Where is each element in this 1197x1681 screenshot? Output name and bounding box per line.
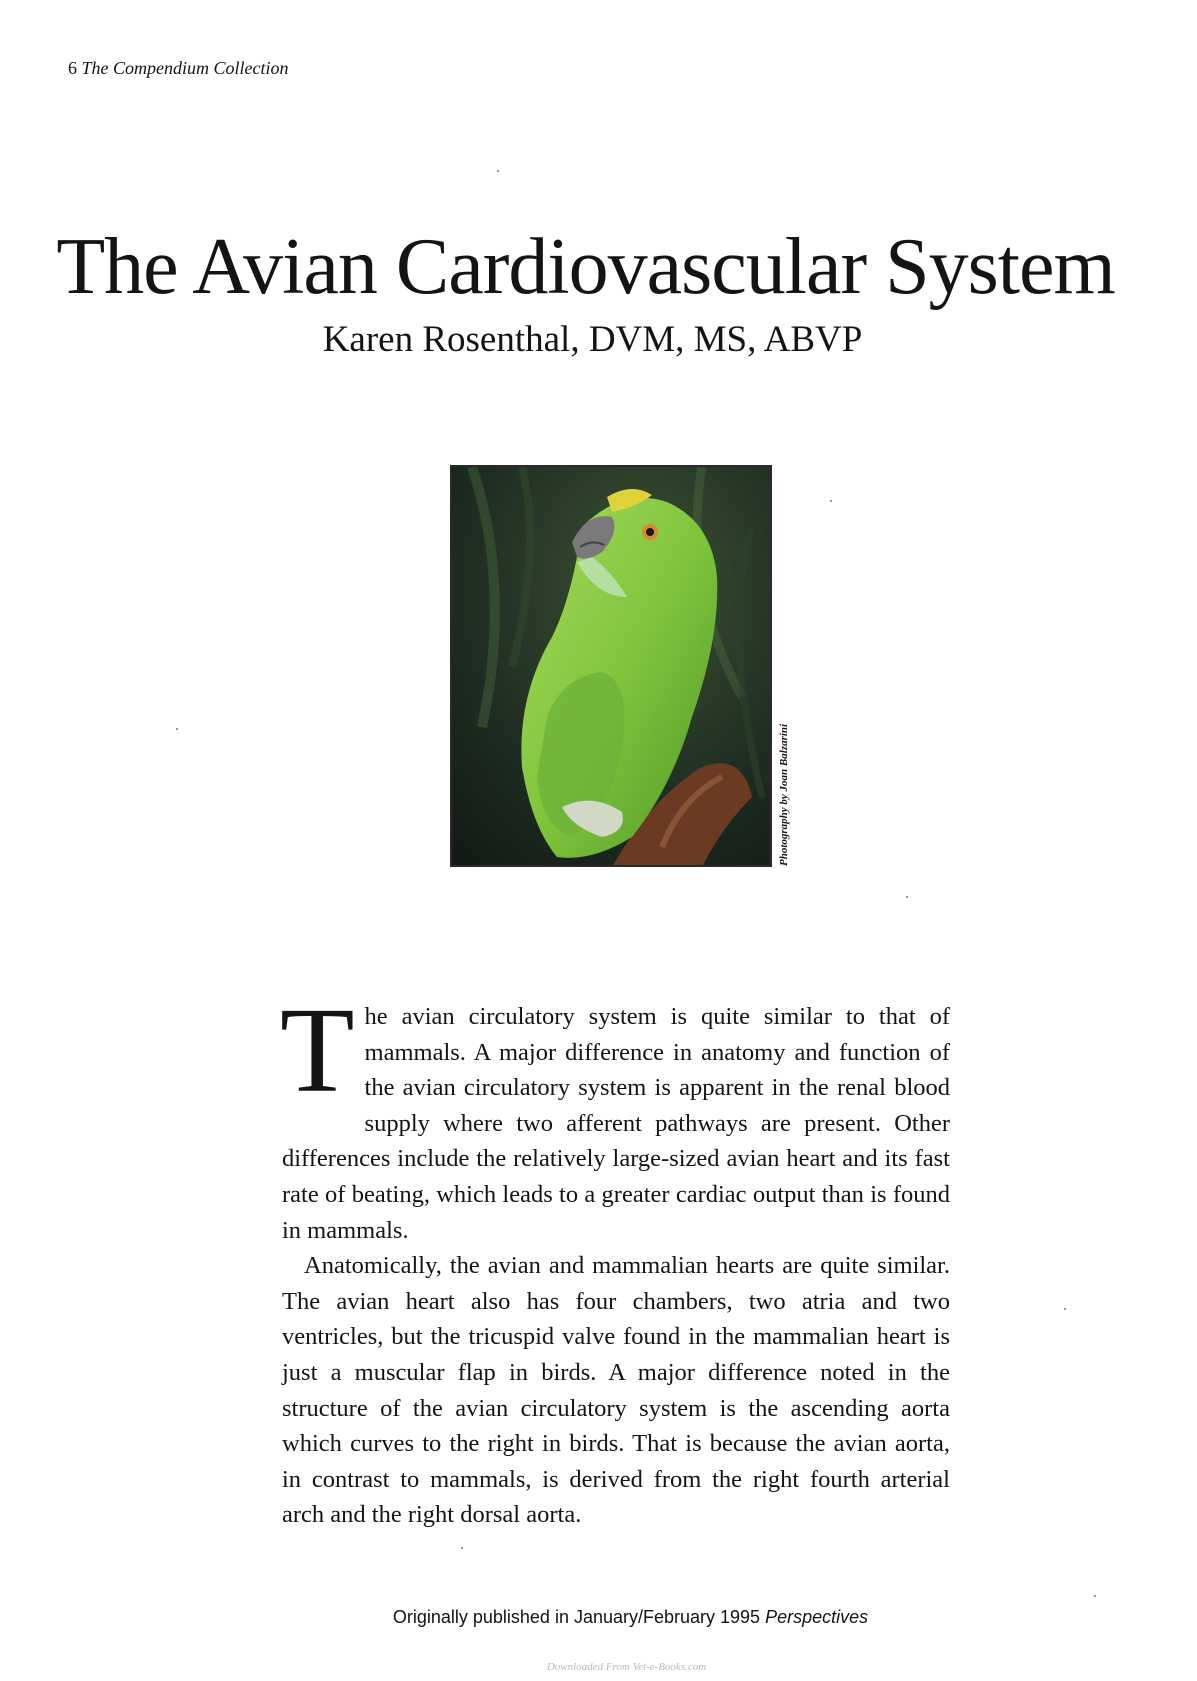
photo-credit: Photography by Joan Balzarini [778, 723, 790, 866]
scan-speck [461, 1547, 463, 1549]
publication-name: The Compendium Collection [81, 58, 289, 78]
publication-note [32, 1607, 1197, 1628]
drop-cap: T [280, 983, 355, 1118]
article-body [280, 983, 950, 1533]
parrot-photo [450, 465, 772, 867]
parrot-illustration [452, 467, 770, 865]
paragraph-1-text: he avian circulatory system is quite similar to that of mammals. A major difference in anatomy and function of the avian circulatory system is apparent in the renal blood supply where two afferent pathways are present. Other differences include the relatively large-sized avian heart and its fast rate of beating, which leads to a greater cardiac output than is found in mammals. [282, 1003, 950, 1244]
scan-speck [497, 170, 499, 172]
running-head [68, 58, 288, 79]
scan-speck [830, 500, 832, 502]
publication-note-text: Originally published in January/February 1995 [392, 1607, 766, 1627]
scan-speck [1064, 1308, 1066, 1310]
paragraph-1 [280, 983, 950, 1248]
scan-speck [1094, 1595, 1096, 1597]
scan-speck [176, 728, 178, 730]
page-number: 6 [68, 58, 77, 78]
watermark: Downloaded From Vet-e-Books.com [546, 1661, 707, 1673]
article-author: Karen Rosenthal, DVM, MS, ABVP [322, 319, 863, 360]
article-title: The Avian Cardiovascular System [56, 223, 1115, 311]
scan-speck [906, 896, 908, 898]
publication-source: Perspectives [765, 1607, 869, 1627]
paragraph-2: Anatomically, the avian and mammalian hearts are quite similar. The avian heart also has four chambers, two atria and two ventricles, but the tricuspid valve found in the mammalian heart is just a muscular flap in birds. A major difference noted in the structure of the avian circulatory system is the ascending aorta which curves to the right in birds. That is because the avian aorta, in contrast to mammals, is derived from the right fourth arterial arch and the right dorsal aorta. [282, 1252, 950, 1529]
